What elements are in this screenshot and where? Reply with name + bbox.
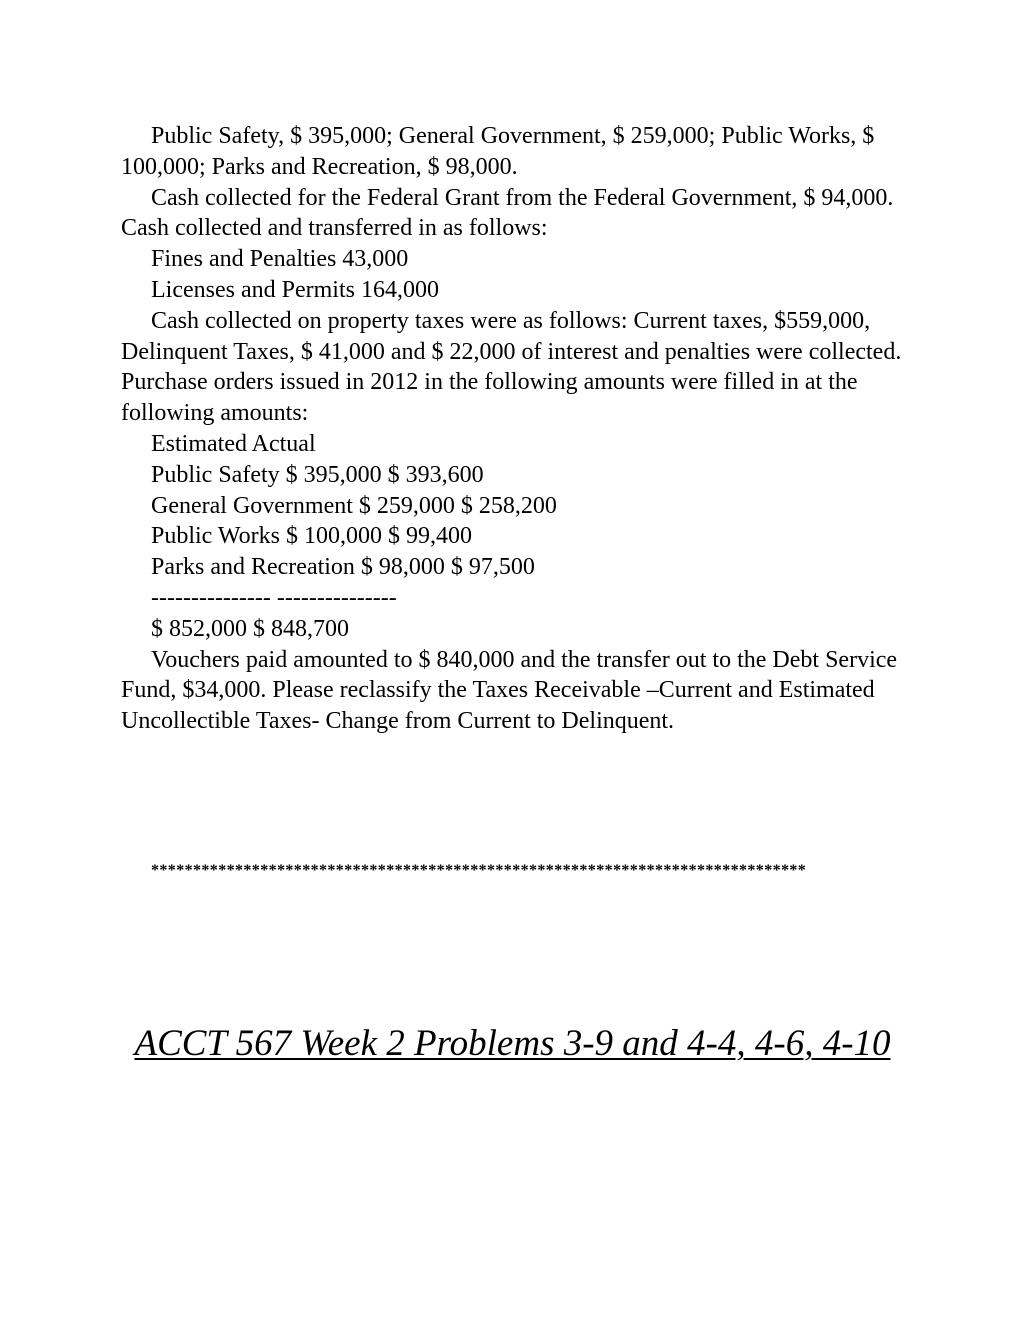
purchase-orders-rule: --------------- --------------- (151, 584, 397, 611)
paragraph-vouchers: Vouchers paid amounted to $ 840,000 and the transfer out to the Debt Service Fund, $34,000. Please reclassify the Taxes Receivable –Current and Estimated Uncollectible Taxes- Change from Current to Delinquent. (121, 646, 898, 735)
paragraph-property-taxes: Cash collected on property taxes were as follows: Current taxes, $559,000, Delinquent Taxes, $ 41,000 and $ 22,000 of interest and penalties were collected. Purchase orders issued in 2012 in the following amounts were filled in at the following amounts: (121, 307, 902, 427)
purchase-order-row-public-works: Public Works $ 100,000 $ 99,400 (151, 523, 472, 550)
paragraph-federal-grant: Cash collected for the Federal Grant from the Federal Government, $ 94,000. Cash collected and transferred in as follows: (121, 184, 894, 242)
transfer-line-fines: Fines and Penalties 43,000 (151, 246, 409, 273)
paragraph-appropriations: Public Safety, $ 395,000; General Government, $ 259,000; Public Works, $ 100,000; Parks and Recreation, $ 98,000. (121, 123, 875, 180)
document-body (121, 121, 911, 737)
purchase-order-row-general-government: General Government $ 259,000 $ 258,200 (151, 492, 557, 519)
section-heading: ACCT 567 Week 2 Problems 3-9 and 4-4, 4-6, 4-10 (134, 1023, 891, 1064)
purchase-orders-header: Estimated Actual (151, 430, 316, 457)
purchase-orders-total: $ 852,000 $ 848,700 (151, 615, 349, 642)
transfer-line-licenses: Licenses and Permits 164,000 (151, 276, 439, 303)
purchase-order-row-parks-recreation: Parks and Recreation $ 98,000 $ 97,500 (151, 554, 535, 581)
asterisk-separator: ****************************************************************************** (151, 862, 807, 879)
purchase-order-row-public-safety: Public Safety $ 395,000 $ 393,600 (151, 461, 484, 488)
